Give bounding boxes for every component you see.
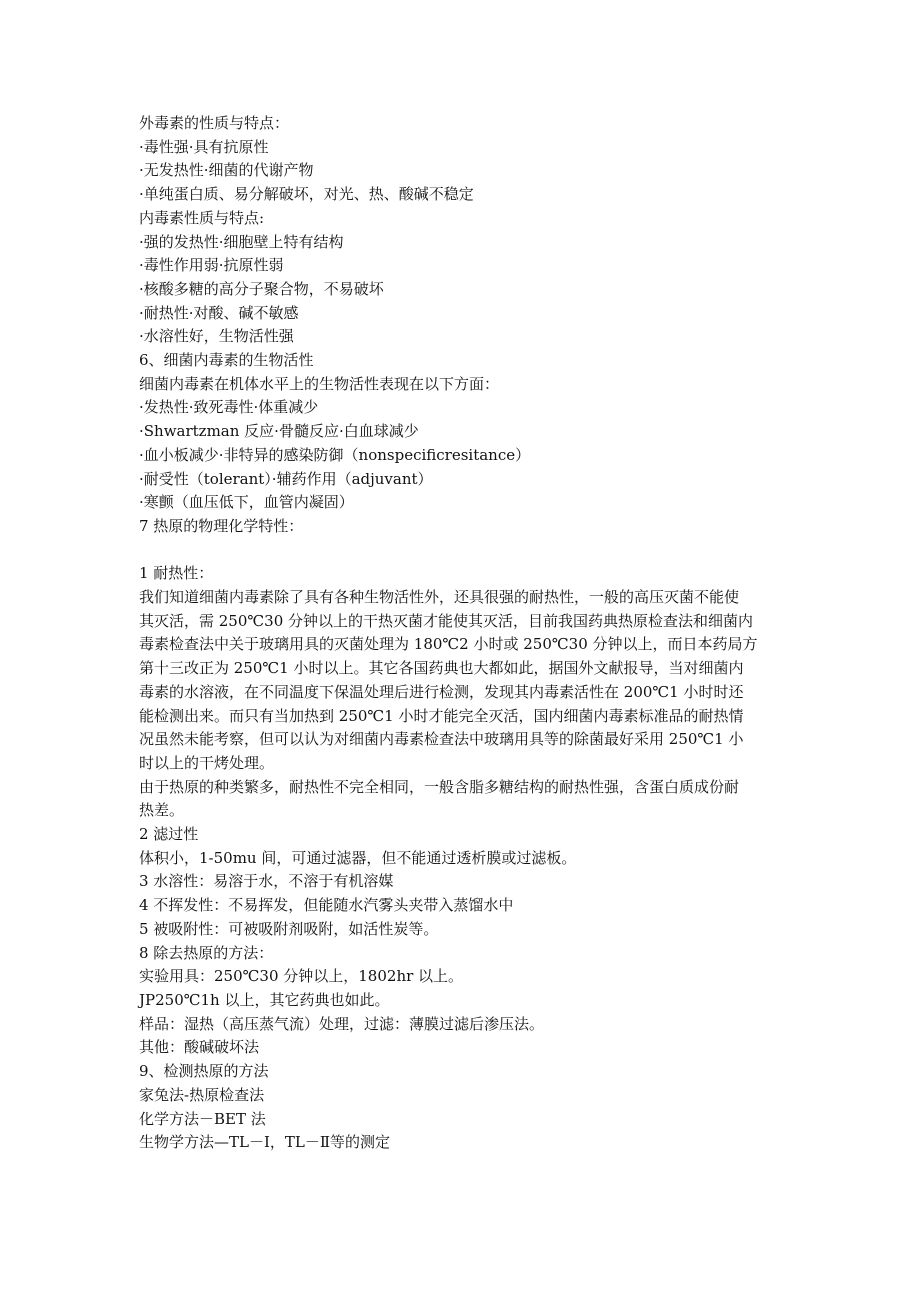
heat-resistance-line: 况虽然未能考察，但可以认为对细菌内毒素检查法中玻璃用具等的除菌最好采用 250℃1 小 <box>139 730 744 749</box>
removal-method-item: 其他：酸碱破坏法 <box>139 1038 260 1057</box>
property-item: 5 被吸附性：可被吸附剂吸附，如活性炭等。 <box>139 919 439 938</box>
bioactivity-item: ·寒颤（血压低下，血管内凝固） <box>139 493 354 512</box>
section-7-heading: 7 热原的物理化学特性： <box>139 516 304 535</box>
endotoxin-item: ·强的发热性·细胞壁上特有结构 <box>139 232 344 251</box>
document-body <box>139 112 787 1155</box>
section-8-heading: 8 除去热原的方法： <box>139 943 274 962</box>
endotoxin-item: ·水溶性好，生物活性强 <box>139 327 294 346</box>
heat-resistance-heading: 1 耐热性： <box>139 564 214 583</box>
heat-resistance-line: 毒素的水溶液，在不同温度下保温处理后进行检测，发现其内毒素活性在 200℃1 小时时还 <box>139 682 744 701</box>
bioactivity-item: ·血小板减少·非特异的感染防御（nonspecificresitance） <box>139 445 531 464</box>
heat-resistance-line: 毒素检查法中关于玻璃用具的灭菌处理为 180℃2 小时或 250℃30 分钟以上，而日本药局方 <box>139 635 758 654</box>
exotoxin-item: ·单纯蛋白质、易分解破坏，对光、热、酸碱不稳定 <box>139 185 474 204</box>
blank-line <box>139 539 787 563</box>
removal-method-item: 实验用具：250℃30 分钟以上，1802hr 以上。 <box>139 967 464 986</box>
endotoxin-item: ·核酸多糖的高分子聚合物，不易破坏 <box>139 279 384 298</box>
heat-resistance-line: 能检测出来。而只有当加热到 250℃1 小时才能完全灭活，国内细菌内毒素标准品的耐热情 <box>139 706 744 725</box>
property-item: 3 水溶性：易溶于水，不溶于有机溶媒 <box>139 872 394 891</box>
heat-resistance-line: 其灭活，需 250℃30 分钟以上的干热灭菌才能使其灭活，目前我国药典热原检查法和细菌内 <box>139 611 754 630</box>
property-item: 4 不挥发性：不易挥发，但能随水汽雾头夹带入蒸馏水中 <box>139 896 514 915</box>
heat-resistance-note: 热差。 <box>139 801 185 820</box>
endotoxin-item: ·耐热性·对酸、碱不敏感 <box>139 303 299 322</box>
endotoxin-heading: 内毒素性质与特点: <box>139 208 265 227</box>
removal-method-item: JP250℃1h 以上，其它药典也如此。 <box>139 991 390 1009</box>
endotoxin-item: ·毒性作用弱·抗原性弱 <box>139 256 284 275</box>
detection-method-item: 化学方法－BET 法 <box>139 1109 266 1128</box>
exotoxin-item: ·无发热性·细菌的代谢产物 <box>139 161 314 180</box>
bioactivity-item: ·耐受性（tolerant）·辅药作用（adjuvant） <box>139 469 433 488</box>
exotoxin-heading: 外毒素的性质与特点： <box>139 114 290 132</box>
filterability-heading: 2 滤过性 <box>139 825 199 844</box>
heat-resistance-line: 我们知道细菌内毒素除了具有各种生物活性外，还具很强的耐热性，一般的高压灭菌不能使 <box>139 588 740 607</box>
filterability-text: 体积小，1-50mu 间，可通过滤器，但不能通过透析膜或过滤板。 <box>139 848 577 867</box>
detection-method-item: 家兔法-热原检查法 <box>139 1085 265 1104</box>
exotoxin-item: ·毒性强·具有抗原性 <box>139 137 269 156</box>
heat-resistance-line: 第十三改正为 250℃1 小时以上。其它各国药典也大都如此，据国外文献报导，当对细菌内 <box>139 659 744 678</box>
section-9-heading: 9、检测热原的方法 <box>139 1062 269 1081</box>
removal-method-item: 样品：湿热（高压蒸气流）处理，过滤：薄膜过滤后渗压法。 <box>139 1014 545 1033</box>
section-6-intro: 细菌内毒素在机体水平上的生物活性表现在以下方面： <box>139 374 500 393</box>
bioactivity-item: ·Shwartzman 反应·骨髓反应·白血球减少 <box>139 422 419 441</box>
detection-method-item: 生物学方法—TL－Ⅰ，TL－Ⅱ等的测定 <box>139 1133 391 1152</box>
heat-resistance-note: 由于热原的种类繁多，耐热性不完全相同，一般含脂多糖结构的耐热性强，含蛋白质成份耐 <box>139 777 740 796</box>
bioactivity-item: ·发热性·致死毒性·体重减少 <box>139 398 319 417</box>
heat-resistance-line: 时以上的干烤处理。 <box>139 753 275 772</box>
section-6-heading: 6、细菌内毒素的生物活性 <box>139 351 314 370</box>
